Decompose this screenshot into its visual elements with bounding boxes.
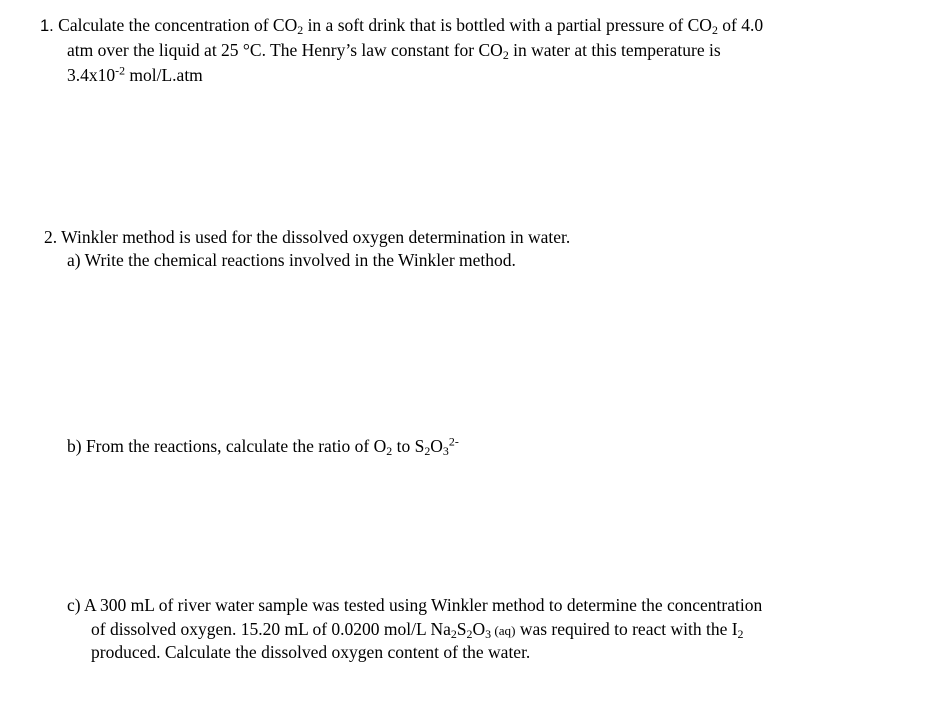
question-2c-line-1: c) A 300 mL of river water sample was tested using Winkler method to determine the concentration (67, 595, 763, 615)
subscript-2: 2 (297, 22, 304, 37)
subscript-3: 3 (442, 443, 449, 458)
subscript-2: 2 (466, 626, 473, 641)
henry-constant-units: mol/L.atm (125, 65, 203, 85)
question-2a: a) Write the chemical reactions involved in the Winkler method. (67, 250, 516, 270)
question-2c-text-c: O (472, 619, 486, 639)
question-2c-line-2 (91, 621, 744, 639)
question-1-text-a: Calculate the concentration of CO (58, 15, 298, 35)
question-2b-text-b: to S (392, 436, 425, 456)
question-2c-text-d: was required to react with the I (515, 619, 738, 639)
henry-constant-exponent: -2 (115, 63, 126, 78)
question-2b-text-c: O (430, 436, 443, 456)
question-2c-text-b: S (456, 619, 467, 639)
charge-superscript: 2- (448, 434, 459, 449)
subscript-2: 2 (737, 626, 744, 641)
question-1-text-b: in a soft drink that is bottled with a partial pressure of CO (303, 15, 712, 35)
question-1-number: 1. (40, 17, 54, 35)
question-2c-text-a: of dissolved oxygen. 15.20 mL of 0.0200 mol/L Na (91, 619, 451, 639)
question-1-line-1 (40, 17, 763, 35)
subscript-2: 2 (502, 47, 509, 62)
question-2-intro: 2. Winkler method is used for the dissolved oxygen determination in water. (44, 227, 571, 247)
question-2b (67, 434, 459, 458)
question-1-text-e: in water at this temperature is (508, 40, 721, 60)
question-2b-text-a: b) From the reactions, calculate the ratio of O (67, 436, 387, 456)
subscript-2: 2 (711, 22, 718, 37)
subscript-3: 3 (485, 626, 492, 641)
question-1-text-d: atm over the liquid at 25 °C. The Henry’s law constant for CO (67, 40, 503, 60)
question-2c-line-3: produced. Calculate the dissolved oxygen content of the water. (91, 642, 531, 662)
subscript-2: 2 (386, 443, 393, 458)
question-1-text-c: of 4.0 (717, 15, 764, 35)
subscript-2: 2 (424, 443, 431, 458)
aqueous-label: (aq) (491, 623, 516, 638)
henry-constant-mantissa: 3.4x10 (67, 65, 116, 85)
subscript-2: 2 (450, 626, 457, 641)
question-1-line-2 (67, 42, 721, 60)
question-1-line-3 (67, 63, 203, 85)
